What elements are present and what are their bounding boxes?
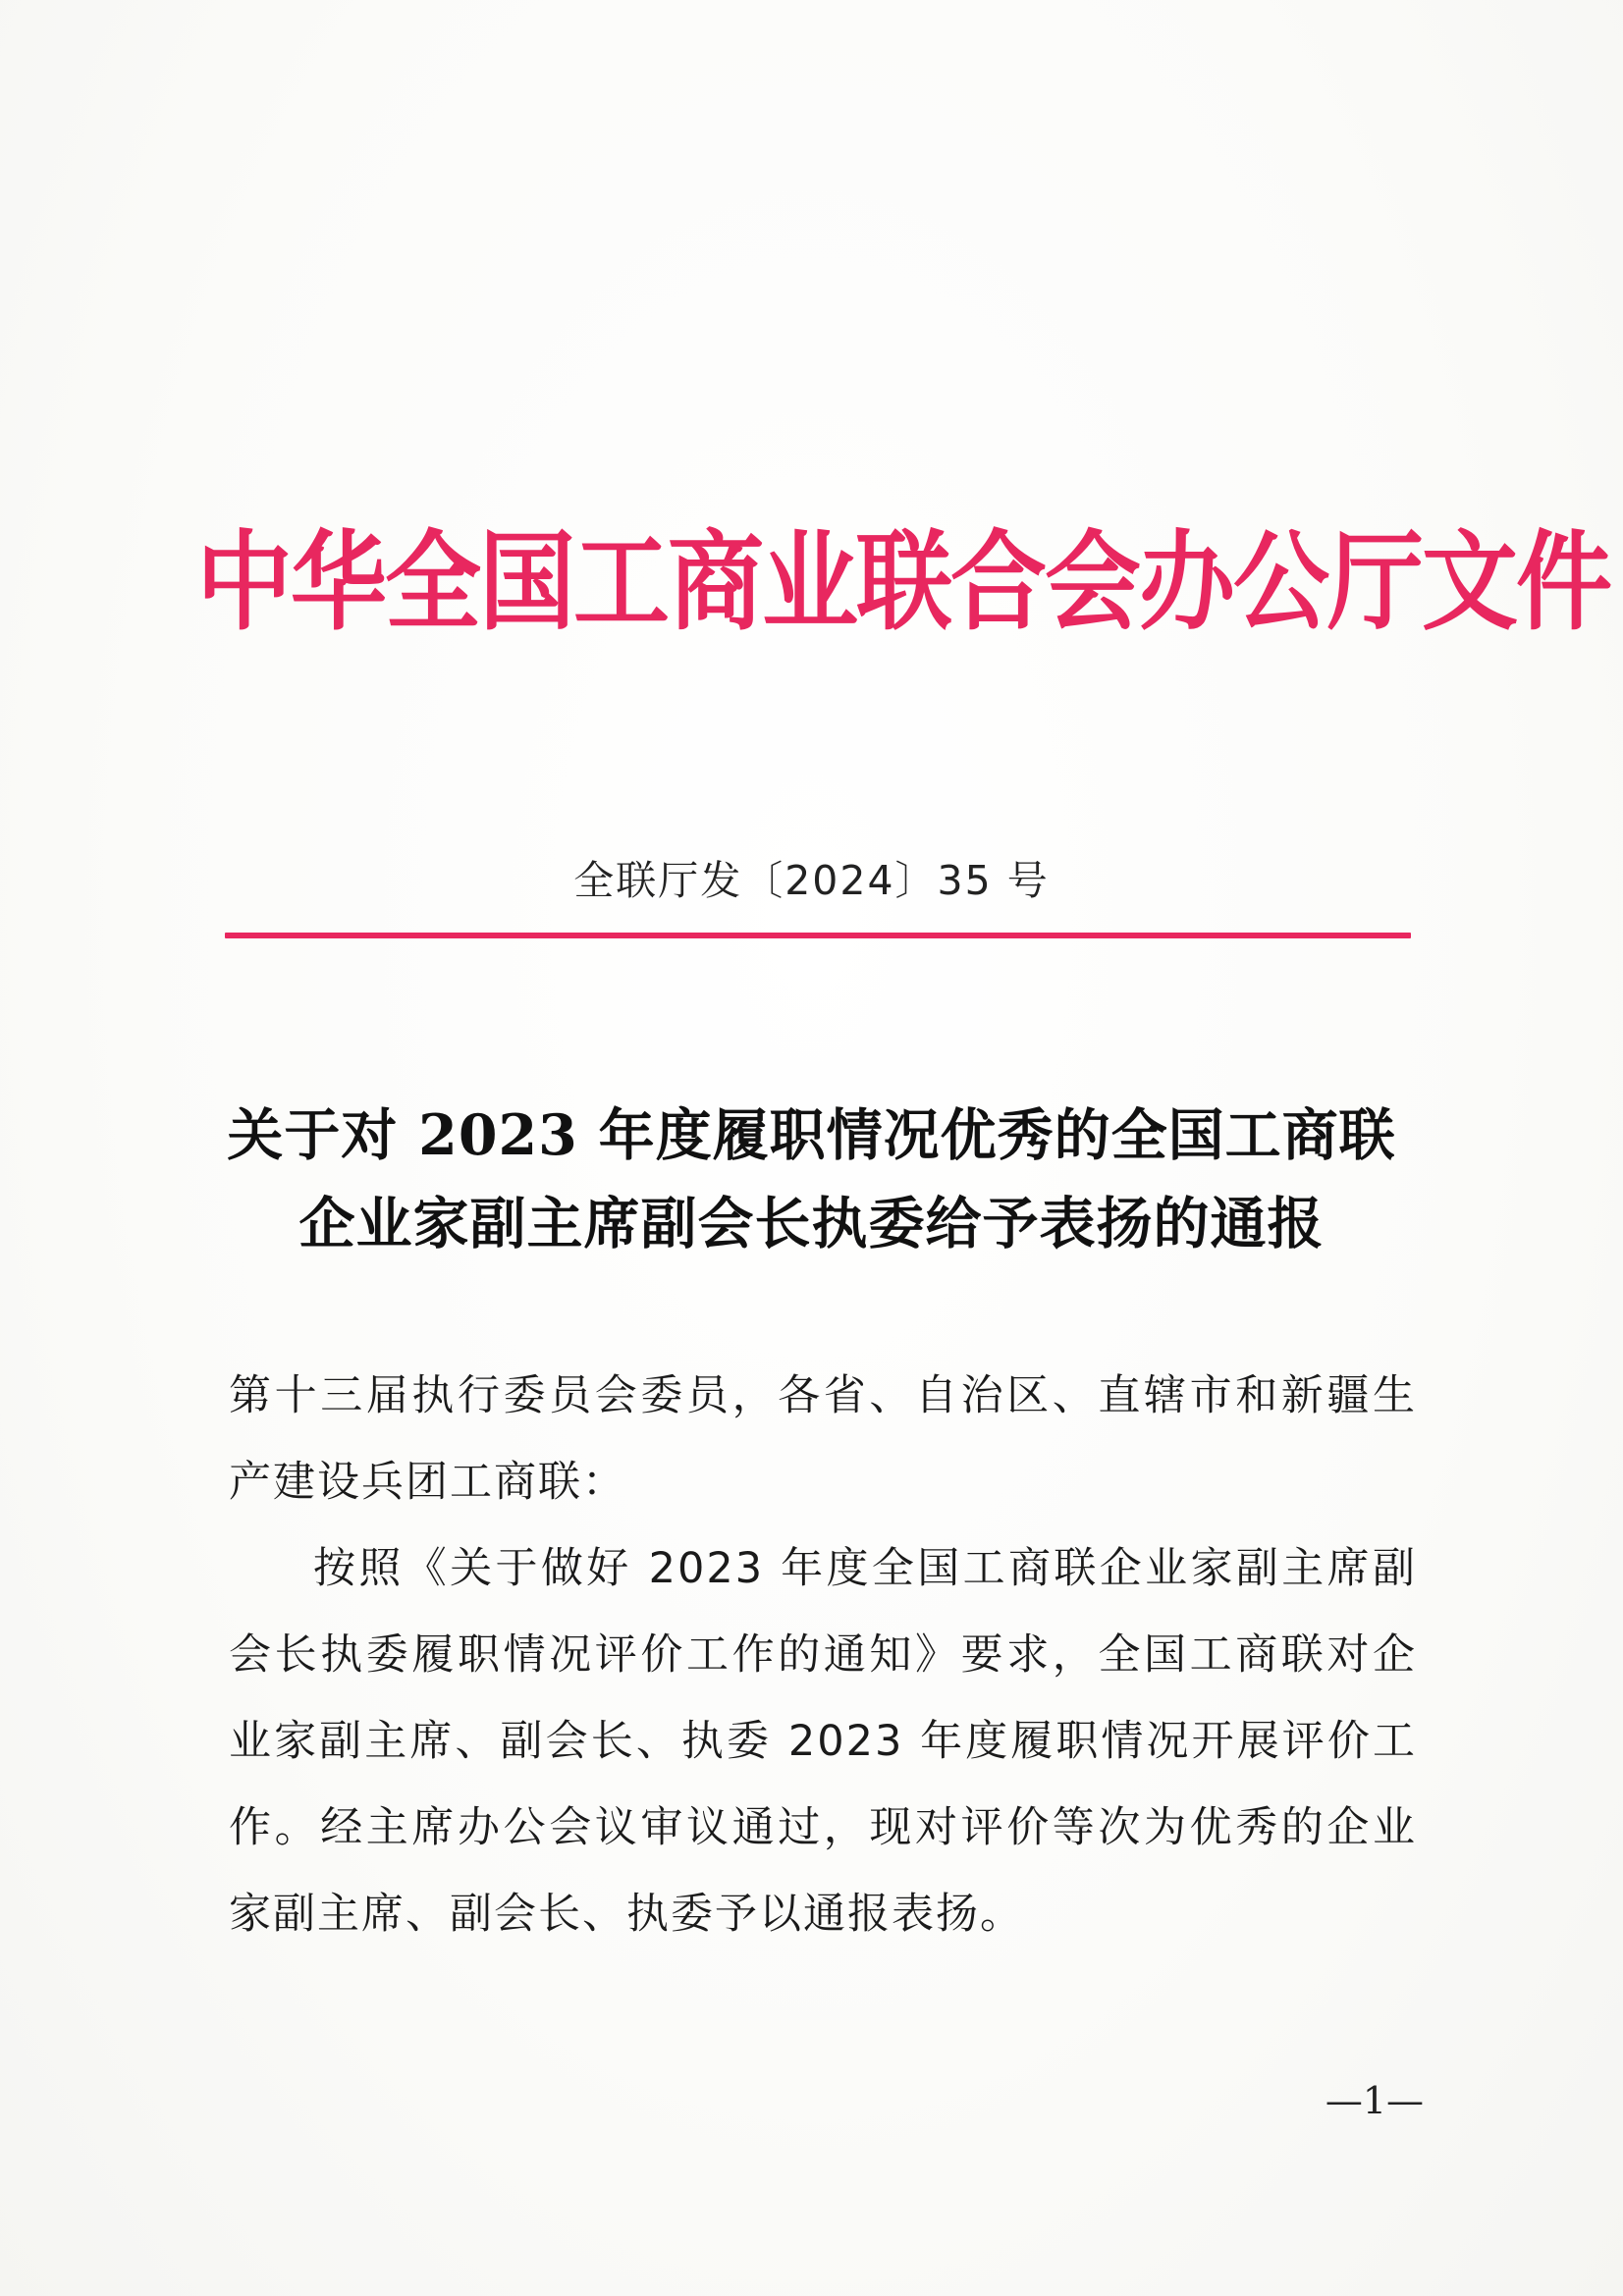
document-body <box>229 1353 1417 1957</box>
document-title <box>177 1092 1446 1268</box>
salutation: 第十三届执行委员会委员，各省、自治区、直辖市和新疆生产建设兵团工商联： <box>229 1371 1417 1507</box>
red-divider-line <box>225 933 1411 938</box>
masthead-title: 中华全国工商业联合会办公厅文件 <box>196 519 1611 646</box>
page-number: —1— <box>1325 2079 1424 2122</box>
document-number: 全联厅发〔2024〕35 号 <box>573 857 1050 904</box>
document-title-line-2: 企业家副主席副会长执委给予表扬的通报 <box>298 1191 1325 1256</box>
document-title-line-1: 关于对 2023 年度履职情况优秀的全国工商联 <box>227 1102 1396 1168</box>
body-paragraph: 按照《关于做好 2023 年度全国工商联企业家副主席副会长执委履职情况评价工作的通知》要求，全国工商联对企业家副主席、副会长、执委 2023 年度履职情况开展评价工作。经主席办公会议审议通过，现对评价等次为优秀的企业家副主席、副会长、执委予以通报表扬。 <box>229 1544 1417 1939</box>
